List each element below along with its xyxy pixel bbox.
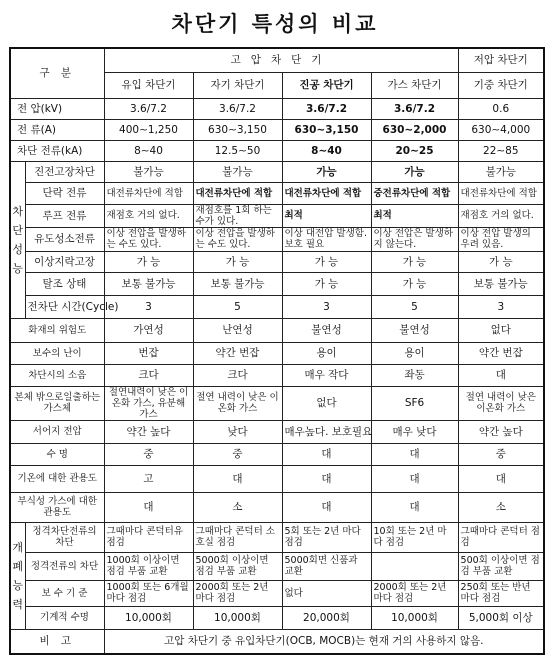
- value-cell: 대: [458, 465, 544, 492]
- value-cell: 이상 전압은 발생하지 않는다.: [371, 227, 458, 251]
- value-cell: 대: [104, 492, 193, 522]
- value-cell: 좌동: [371, 364, 458, 386]
- row-label: 수 명: [10, 443, 104, 465]
- value-cell: 불가능: [193, 161, 282, 182]
- value-cell: 630∼2,000: [371, 119, 458, 140]
- row-current: [10, 119, 544, 140]
- value-cell: 대: [282, 443, 371, 465]
- value-cell: 가 능: [458, 251, 544, 272]
- value-cell: 최적: [371, 204, 458, 227]
- value-cell: [371, 552, 458, 580]
- value-cell: 500회 이상이면 점검 부품 교환: [458, 552, 544, 580]
- perf-row: [10, 227, 544, 251]
- col-vacuum-breaker: 진공 차단기: [282, 72, 371, 98]
- value-cell: 10,000회: [104, 606, 193, 629]
- value-cell: 대전류차단에 적합: [193, 182, 282, 204]
- value-cell: 그때마다 콘덕터 소호실 점검: [193, 522, 282, 552]
- value-cell: 약간 번잡: [193, 342, 282, 364]
- value-cell: 용이: [371, 342, 458, 364]
- row-label: 보수의 난이: [10, 342, 104, 364]
- general-row: [10, 364, 544, 386]
- value-cell: 불연성: [282, 318, 371, 342]
- perf-group-label: 차단성능: [10, 161, 25, 318]
- value-cell: 5000회 이상이면 점검 부품 교환: [193, 552, 282, 580]
- value-cell: 가 능: [282, 272, 371, 295]
- value-cell: 절연내력이 낮은 이온화 가스, 유분해 가스: [104, 386, 193, 420]
- value-cell: 10,000회: [193, 606, 282, 629]
- value-cell: 12.5∼50: [193, 140, 282, 161]
- row-label: 서어지 전압: [10, 420, 104, 443]
- value-cell: 이상 대전압 발생함. 보호 필요: [282, 227, 371, 251]
- value-cell: 2000회 또는 2년 마다 점검: [371, 580, 458, 606]
- col-oil-breaker: 유입 차단기: [104, 72, 193, 98]
- value-cell: 대: [282, 465, 371, 492]
- value-cell: 400∼1,250: [104, 119, 193, 140]
- value-cell: 가능: [371, 161, 458, 182]
- row-label: 보 수 기 준: [25, 580, 104, 606]
- value-cell: 이상 전압을 발생하는 수도 있다.: [104, 227, 193, 251]
- value-cell: 보통 불가능: [458, 272, 544, 295]
- remarks-row: [10, 629, 544, 654]
- value-cell: 중: [104, 443, 193, 465]
- value-cell: 3.6/7.2: [371, 98, 458, 119]
- value-cell: 대: [193, 465, 282, 492]
- value-cell: 가 능: [371, 272, 458, 295]
- maint-row: [10, 552, 544, 580]
- value-cell: 매우높다. 보호필요: [282, 420, 371, 443]
- general-row: [10, 386, 544, 420]
- general-row: [10, 420, 544, 443]
- value-cell: 번잡: [104, 342, 193, 364]
- row-label: 정격차단전류의 차단: [25, 522, 104, 552]
- value-cell: 없다: [282, 580, 371, 606]
- value-cell: 3.6/7.2: [104, 98, 193, 119]
- row-label: 기온에 대한 관용도: [10, 465, 104, 492]
- row-voltage: [10, 98, 544, 119]
- value-cell: 크다: [193, 364, 282, 386]
- row-label: 탈조 상태: [25, 272, 104, 295]
- maint-row: [10, 606, 544, 629]
- value-cell: 소: [193, 492, 282, 522]
- value-cell: 250회 또는 반년 마다 점검: [458, 580, 544, 606]
- value-cell: 3: [458, 295, 544, 318]
- value-cell: 가 능: [193, 251, 282, 272]
- maint-row: [10, 522, 544, 552]
- perf-row: [10, 295, 544, 318]
- value-cell: 보통 불가능: [193, 272, 282, 295]
- general-row: [10, 492, 544, 522]
- value-cell: 이상 전압을 발생하는 수도 있다.: [193, 227, 282, 251]
- value-cell: 절연 내력이 낮은 이온화 가스: [458, 386, 544, 420]
- value-cell: 크다: [104, 364, 193, 386]
- row-label: 정격전류의 차단: [25, 552, 104, 580]
- value-cell: 없다: [458, 318, 544, 342]
- header-high-voltage: 고압차단기: [104, 48, 458, 72]
- value-cell: SF6: [371, 386, 458, 420]
- value-cell: 용이: [282, 342, 371, 364]
- value-cell: 2000회 또는 2년 마다 점검: [193, 580, 282, 606]
- value-cell: 3.6/7.2: [282, 98, 371, 119]
- value-cell: 대: [371, 443, 458, 465]
- col-magnetic-breaker: 자기 차단기: [193, 72, 282, 98]
- value-cell: 3: [104, 295, 193, 318]
- remarks-text: 고압 차단기 중 유입차단기(OCB, MOCB)는 현재 거의 사용하지 않음.: [104, 629, 544, 654]
- value-cell: 불가능: [458, 161, 544, 182]
- value-cell: 10,000회: [371, 606, 458, 629]
- perf-row: [10, 251, 544, 272]
- header-category: 구 분: [10, 48, 104, 98]
- value-cell: 20∼25: [371, 140, 458, 161]
- value-cell: 대: [371, 465, 458, 492]
- value-cell: 중: [193, 443, 282, 465]
- value-cell: 중전류차단에 적합: [371, 182, 458, 204]
- value-cell: 10회 또는 2년 마다 점검: [371, 522, 458, 552]
- header-row-1: [10, 48, 544, 72]
- value-cell: 대: [282, 492, 371, 522]
- maint-row: [10, 580, 544, 606]
- row-label: 전 류(A): [10, 119, 104, 140]
- value-cell: 대전류차단에 적합: [282, 182, 371, 204]
- col-air-breaker: 기중 차단기: [458, 72, 544, 98]
- row-label: 기계적 수명: [25, 606, 104, 629]
- value-cell: 이상 전압 발생의 우려 있음.: [458, 227, 544, 251]
- perf-row: [10, 204, 544, 227]
- value-cell: 5: [371, 295, 458, 318]
- perf-row: [10, 272, 544, 295]
- remarks-label: 비 고: [10, 629, 104, 654]
- value-cell: 대: [458, 364, 544, 386]
- row-label: 차단시의 소음: [10, 364, 104, 386]
- value-cell: 약간 높다: [458, 420, 544, 443]
- value-cell: 불가능: [104, 161, 193, 182]
- value-cell: 5: [193, 295, 282, 318]
- maint-group-label: 개폐능력: [10, 522, 25, 629]
- value-cell: 약간 번잡: [458, 342, 544, 364]
- value-cell: 재점호 거의 없다.: [104, 204, 193, 227]
- value-cell: 20,000회: [282, 606, 371, 629]
- value-cell: 재점호를 1회 하는 수가 있다.: [193, 204, 282, 227]
- value-cell: 1000회 또는 6개월 마다 점검: [104, 580, 193, 606]
- general-row: [10, 465, 544, 492]
- row-label: 루프 전류: [25, 204, 104, 227]
- value-cell: 가연성: [104, 318, 193, 342]
- value-cell: 8∼40: [104, 140, 193, 161]
- row-breaking-current: [10, 140, 544, 161]
- value-cell: 없다: [282, 386, 371, 420]
- value-cell: 약간 높다: [104, 420, 193, 443]
- value-cell: 22∼85: [458, 140, 544, 161]
- header-low-voltage: 저압 차단기: [458, 48, 544, 72]
- row-label: 전 압(kV): [10, 98, 104, 119]
- row-label: 이상지락고장: [25, 251, 104, 272]
- value-cell: 최적: [282, 204, 371, 227]
- value-cell: 불연성: [371, 318, 458, 342]
- row-label: 진전고장차단: [25, 161, 104, 182]
- value-cell: 630∼3,150: [193, 119, 282, 140]
- value-cell: 대전류차단에 적합: [104, 182, 193, 204]
- value-cell: 3: [282, 295, 371, 318]
- value-cell: 대: [371, 492, 458, 522]
- value-cell: 가 능: [104, 251, 193, 272]
- general-row: [10, 342, 544, 364]
- value-cell: 소: [458, 492, 544, 522]
- value-cell: 5회 또는 2년 마다 점검: [282, 522, 371, 552]
- value-cell: 630∼4,000: [458, 119, 544, 140]
- value-cell: 그때마다 콘덕터유 점검: [104, 522, 193, 552]
- row-label: 부식성 가스에 대한 관용도: [10, 492, 104, 522]
- value-cell: 고: [104, 465, 193, 492]
- value-cell: 대전류차단에 적합: [458, 182, 544, 204]
- col-gas-breaker: 가스 차단기: [371, 72, 458, 98]
- value-cell: 중: [458, 443, 544, 465]
- comparison-table: [9, 47, 545, 655]
- row-label: 차단 전류(kA): [10, 140, 104, 161]
- value-cell: 매우 작다: [282, 364, 371, 386]
- value-cell: 낮다: [193, 420, 282, 443]
- value-cell: 난연성: [193, 318, 282, 342]
- general-row: [10, 318, 544, 342]
- value-cell: 매우 낮다: [371, 420, 458, 443]
- value-cell: 절연 내력이 낮은 이온화 가스: [193, 386, 282, 420]
- value-cell: 1000회 이상이면 점검 부품 교환: [104, 552, 193, 580]
- value-cell: 5,000회 이상: [458, 606, 544, 629]
- value-cell: 8∼40: [282, 140, 371, 161]
- perf-row: [10, 182, 544, 204]
- row-label: 화재의 위험도: [10, 318, 104, 342]
- value-cell: 그때마다 콘덕터 점검: [458, 522, 544, 552]
- row-label: 전차단 시간(Cycle): [25, 295, 104, 318]
- page-title: 차단기 특성의 비교: [171, 11, 379, 36]
- value-cell: 가 능: [371, 251, 458, 272]
- value-cell: 630∼3,150: [282, 119, 371, 140]
- value-cell: 가능: [282, 161, 371, 182]
- value-cell: 재점호 거의 없다.: [458, 204, 544, 227]
- value-cell: 0.6: [458, 98, 544, 119]
- row-label: 본체 밖으로일출하는 가스체: [10, 386, 104, 420]
- value-cell: 5000회면 신품과 교환: [282, 552, 371, 580]
- row-label: 단락 전류: [25, 182, 104, 204]
- general-row: [10, 443, 544, 465]
- value-cell: 가 능: [282, 251, 371, 272]
- value-cell: 3.6/7.2: [193, 98, 282, 119]
- row-label: 유도성소전류: [25, 227, 104, 251]
- value-cell: 보통 불가능: [104, 272, 193, 295]
- perf-row: [10, 161, 544, 182]
